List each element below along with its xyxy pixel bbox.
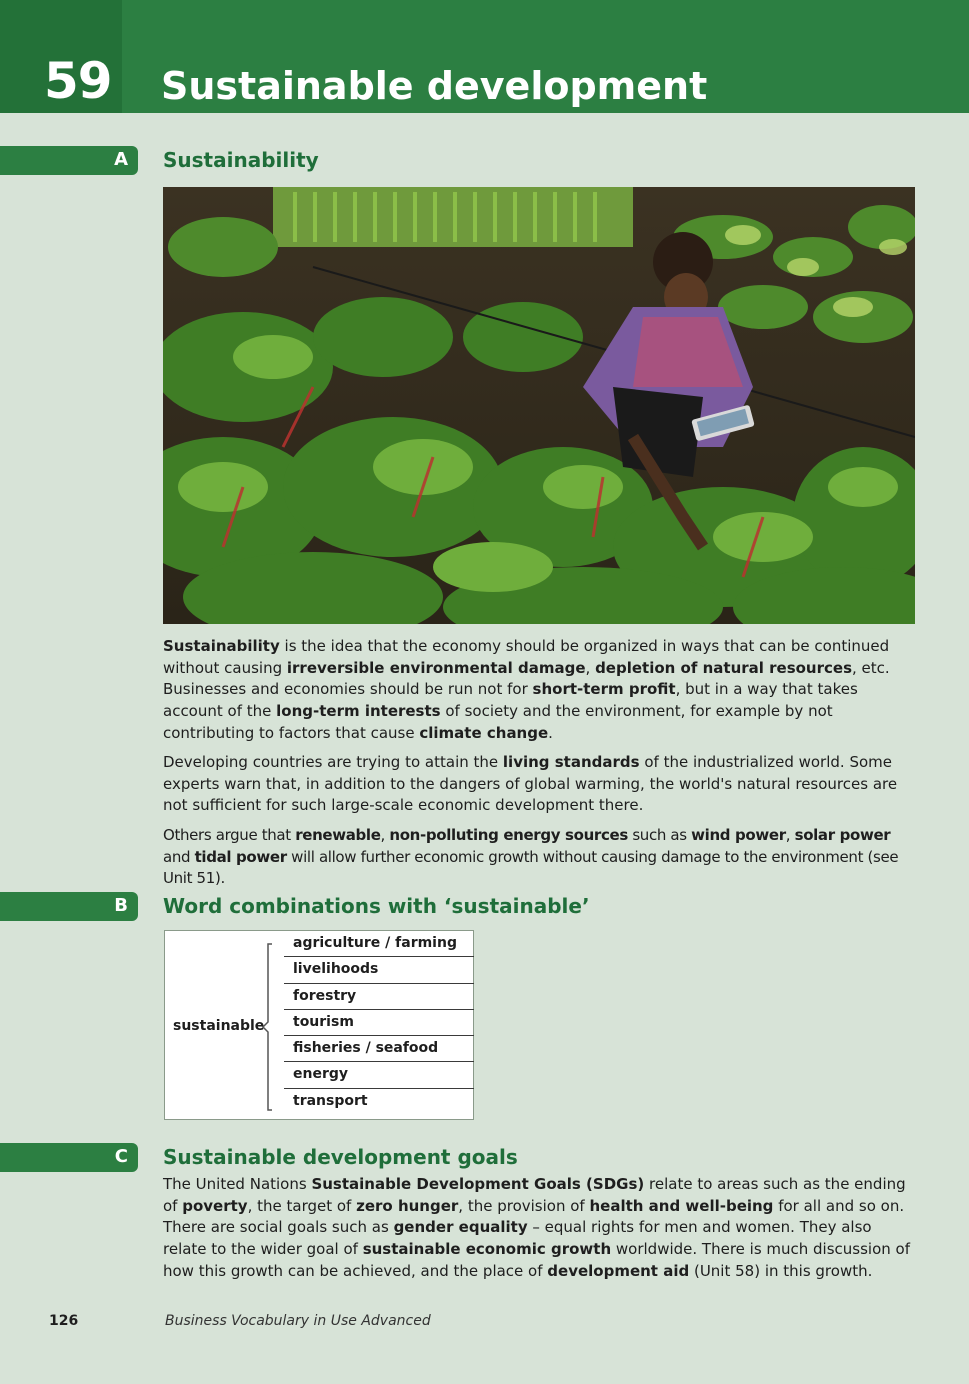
- key-term: depletion of natural resources: [595, 658, 853, 677]
- key-term: renewable: [295, 826, 381, 844]
- section-c-title: Sustainable development goals: [163, 1145, 518, 1169]
- key-term: gender equality: [393, 1218, 528, 1237]
- section-b-tab: [0, 892, 138, 921]
- book-title: Business Vocabulary in Use Advanced: [165, 1313, 431, 1329]
- unit-title: Sustainable development: [161, 64, 708, 108]
- key-term: zero hunger: [356, 1196, 459, 1215]
- key-term: climate change: [419, 723, 549, 742]
- key-term: sustainable economic growth: [362, 1240, 612, 1259]
- key-term: tidal power: [194, 847, 287, 866]
- unit-number: 59: [44, 52, 112, 110]
- key-term: long-term interests: [276, 702, 441, 721]
- list-item: livelihoods: [284, 957, 474, 983]
- page-number: 126: [49, 1313, 79, 1329]
- section-c-tab: [0, 1143, 138, 1172]
- list-item: tourism: [284, 1010, 474, 1036]
- list-item: forestry: [284, 984, 474, 1010]
- section-a-title: Sustainability: [163, 148, 319, 172]
- farmer-photo: [163, 187, 915, 624]
- key-term: Sustainability: [163, 637, 280, 655]
- section-a-paragraph-2: Developing countries are trying to attain the living standards of the industrialized world. Some experts warn that, in addition to the dangers of global warming, the world's natural resources are not sufficient for such large-scale economic development there.: [163, 753, 898, 815]
- combination-list: [284, 931, 474, 1115]
- key-term: living standards: [502, 753, 640, 771]
- key-term: short-term profit: [532, 680, 676, 699]
- section-a-letter: A: [114, 149, 128, 170]
- key-term: wind power: [691, 826, 786, 844]
- section-a-paragraph-1: Sustainability is the idea that the economy should be organized in ways that can be continued without causing irreversible environmental damage, depletion of natural resources, etc. Businesses and economies should be run not for short-term profit, but in a way that takes account of the long-term interests of society and the environment, for example by not contributing to factors that cause climate change.: [163, 637, 890, 742]
- key-term: health and well-being: [589, 1196, 774, 1215]
- section-c-paragraph: The United Nations Sustainable Development Goals (SDGs) relate to areas such as the ending of poverty, the target of zero hunger, the provision of health and well-being for all and so on. There are social goals such as gender equality – equal rights for men and women. They also relate to the wider goal of sustainable economic growth worldwide. There is much discussion of how this growth can be achieved, and the place of development aid (Unit 58) in this growth.: [163, 1175, 911, 1280]
- unit-header: [0, 0, 969, 113]
- key-term: poverty: [182, 1196, 248, 1215]
- section-a-paragraph-3: Others argue that renewable, non-polluting energy sources such as wind power, solar power and tidal power will allow further economic growth without causing damage to the environment (see Unit 51).: [163, 826, 899, 888]
- key-term: development aid: [547, 1261, 690, 1280]
- section-b-letter: B: [114, 895, 128, 916]
- key-term: irreversible environmental damage: [286, 658, 586, 677]
- list-item: agriculture / farming: [284, 931, 474, 957]
- key-term: solar power: [794, 826, 891, 844]
- list-item: transport: [293, 1092, 368, 1109]
- section-b-title: Word combinations with ‘sustainable’: [163, 894, 590, 918]
- key-term: Sustainable Development Goals (SDGs): [311, 1175, 645, 1193]
- list-item: energy: [284, 1062, 474, 1088]
- section-c-letter: C: [114, 1146, 128, 1167]
- combination-headword: sustainable: [173, 1018, 265, 1034]
- key-term: non-polluting energy sources: [389, 826, 628, 844]
- section-a-tab: [0, 146, 138, 175]
- brace-icon: [260, 942, 276, 1112]
- list-item: fisheries / seafood: [284, 1036, 474, 1062]
